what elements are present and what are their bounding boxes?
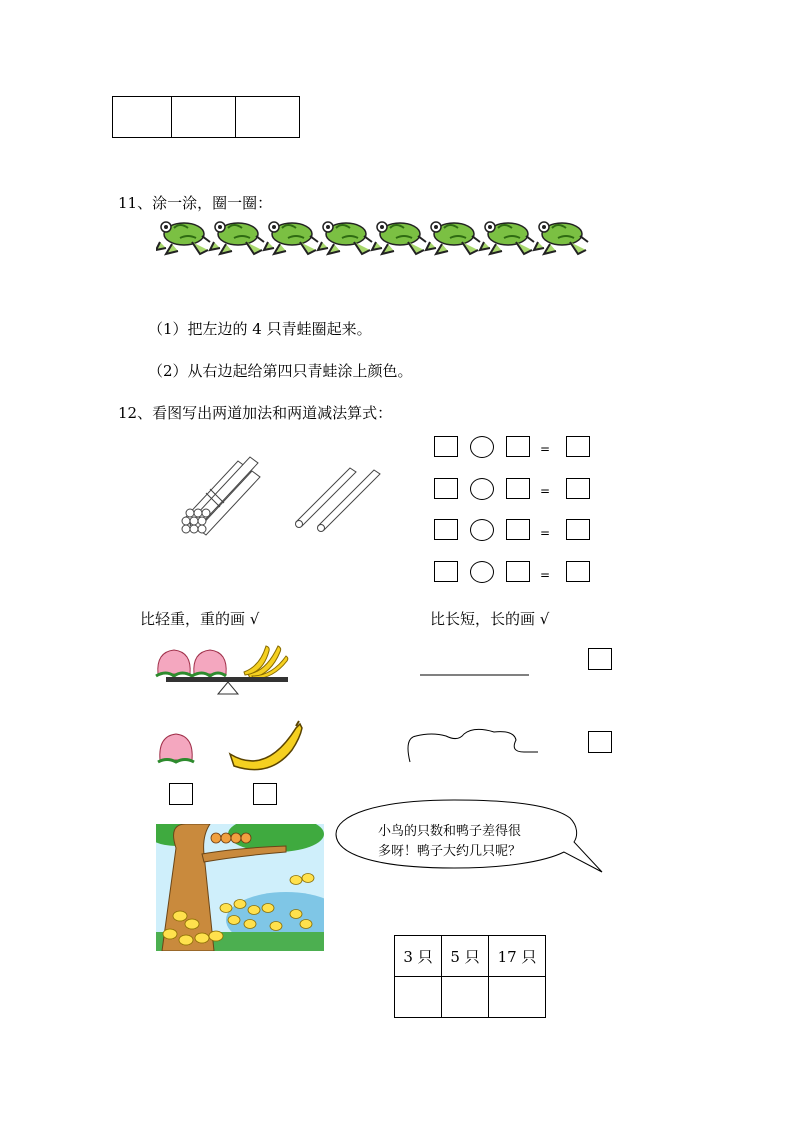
answer-box[interactable]: [434, 436, 458, 457]
frog-icon[interactable]: [318, 222, 372, 254]
straight-line: [418, 672, 532, 678]
birds-ducks-picture: [156, 824, 324, 951]
option-answer-cell[interactable]: [442, 977, 489, 1018]
answer-box[interactable]: [506, 478, 530, 499]
equals-sign: =: [540, 568, 551, 582]
answer-box[interactable]: [506, 519, 530, 540]
answer-box[interactable]: [566, 561, 590, 582]
bubble-text-line2: 多呀！鸭子大约几只呢？: [378, 844, 522, 859]
frog-icon[interactable]: [534, 222, 588, 254]
curved-line: [402, 722, 544, 772]
length-title: 比长短，长的画 √: [430, 610, 550, 628]
option-17: 17 只: [489, 936, 546, 977]
answer-box[interactable]: [434, 478, 458, 499]
check-box-straight-line[interactable]: [588, 648, 612, 670]
q11-sub2: （2）从右边起给第四只青蛙涂上颜色。: [148, 362, 413, 380]
answer-box[interactable]: [566, 478, 590, 499]
single-sticks-icon: [292, 466, 384, 532]
answer-box[interactable]: [434, 519, 458, 540]
answer-box[interactable]: [506, 561, 530, 582]
frog-icon[interactable]: [210, 222, 264, 254]
answer-box[interactable]: [434, 561, 458, 582]
peach-icon: [156, 728, 196, 768]
answer-cell[interactable]: [172, 97, 236, 138]
answer-cell[interactable]: [113, 97, 172, 138]
frog-icon[interactable]: [480, 222, 534, 254]
frog-icon[interactable]: [264, 222, 318, 254]
q11-sub1: （1）把左边的 4 只青蛙圈起来。: [148, 320, 372, 338]
bubble-text-line1: 小鸟的只数和鸭子差得很: [378, 824, 522, 839]
check-box-banana[interactable]: [253, 783, 277, 805]
frog-icon[interactable]: [372, 222, 426, 254]
frog-icon[interactable]: [426, 222, 480, 254]
equals-sign: =: [540, 526, 551, 540]
top-answer-table: [112, 96, 300, 138]
option-5: 5 只: [442, 936, 489, 977]
frog-row: [156, 210, 616, 260]
weight-title: 比轻重，重的画 √: [140, 610, 260, 628]
frog-icon[interactable]: [156, 222, 210, 254]
q12-title: 12、看图写出两道加法和两道减法算式：: [118, 404, 393, 422]
balance-scale-icon: [152, 640, 292, 698]
operator-circle[interactable]: [470, 436, 494, 458]
option-answer-cell[interactable]: [489, 977, 546, 1018]
operator-circle[interactable]: [470, 478, 494, 500]
equals-sign: =: [540, 484, 551, 498]
answer-box[interactable]: [566, 436, 590, 457]
stick-bundle-icon: [176, 455, 266, 540]
equals-sign: =: [540, 442, 551, 456]
operator-circle[interactable]: [470, 561, 494, 583]
answer-box[interactable]: [566, 519, 590, 540]
answer-cell[interactable]: [236, 97, 300, 138]
q11-title: 11、涂一涂，圈一圈：: [118, 194, 273, 212]
banana-icon: [226, 720, 304, 772]
duck-options-table: [394, 935, 546, 1018]
check-box-peach[interactable]: [169, 783, 193, 805]
option-3: 3 只: [395, 936, 442, 977]
operator-circle[interactable]: [470, 519, 494, 541]
option-answer-cell[interactable]: [395, 977, 442, 1018]
check-box-curved-line[interactable]: [588, 731, 612, 753]
answer-box[interactable]: [506, 436, 530, 457]
